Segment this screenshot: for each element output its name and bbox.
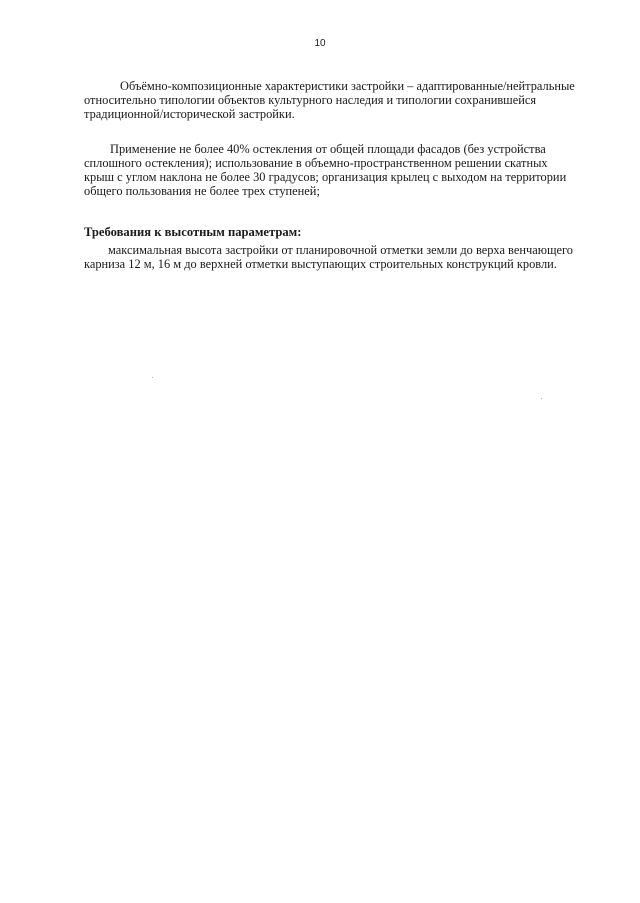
paragraph-line: общего пользования не более трех ступеней; <box>84 184 320 198</box>
paragraph-composition <box>84 79 592 121</box>
scan-speck <box>541 398 542 399</box>
paragraph-line: Применение не более 40% остекления от общей площади фасадов (без устройства <box>110 142 546 156</box>
paragraph-height <box>84 243 592 271</box>
paragraph-line: относительно типологии объектов культурного наследия и типологии сохранившейся <box>84 93 537 107</box>
paragraph-line: Объёмно-композиционные характеристики застройки – адаптированные/нейтральные <box>120 79 575 93</box>
paragraph-line: традиционной/исторической застройки. <box>84 107 295 121</box>
paragraph-line: сплошного остекления); использование в объемно-пространственном решении скатных <box>84 156 548 170</box>
page-number: 10 <box>314 38 326 49</box>
paragraph-glazing <box>84 142 592 198</box>
paragraph-line: карниза 12 м, 16 м до верхней отметки выступающих строительных конструкций кровли. <box>84 257 557 271</box>
paragraph-line: крыш с углом наклона не более 30 градусов; организация крылец с выходом на территории <box>84 170 567 184</box>
paragraph-line: максимальная высота застройки от планировочной отметки земли до верха венчающего <box>108 243 573 257</box>
scan-speck <box>152 377 153 378</box>
section-heading: Требования к высотным параметрам: <box>84 225 302 239</box>
